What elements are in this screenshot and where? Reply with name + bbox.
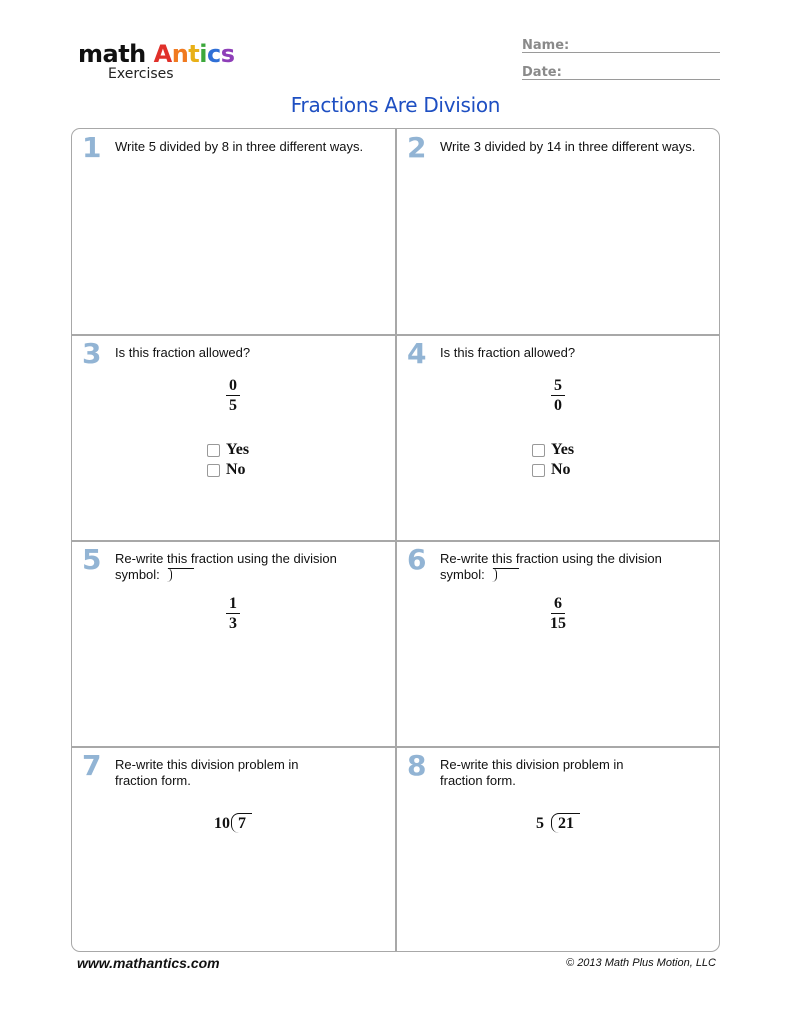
checkbox[interactable] [532,464,545,477]
problem-5[interactable] [72,541,394,747]
logo-letter: t [188,40,200,68]
name-label: Name: [522,38,570,53]
denominator: 0 [554,397,562,414]
problem-4 [397,335,719,541]
checkbox[interactable] [207,444,220,457]
option-label: No [551,461,571,478]
numerator: 5 [551,377,565,396]
yes-option[interactable] [532,440,574,460]
problem-6[interactable] [397,541,719,747]
date-label: Date: [522,65,562,80]
problem-prompt: Write 3 divided by 14 in three different ways. [440,139,696,154]
long-division-symbol-icon [493,568,519,581]
logo-letter: s [220,40,235,68]
denominator: 15 [550,615,566,632]
problem-number: 1 [82,131,102,164]
checkbox[interactable] [532,444,545,457]
no-option[interactable] [207,460,249,480]
problem-prompt: Write 5 divided by 8 in three different ways. [115,139,364,154]
problem-number: 8 [407,749,427,782]
problem-number: 2 [407,131,427,164]
problem-prompt: Is this fraction allowed? [440,345,576,360]
logo-word-antics [154,40,235,68]
logo-word-math: math [78,40,146,68]
divisor: 10 [214,815,230,832]
date-field[interactable] [522,63,720,80]
dividend: 21 [551,813,580,833]
problem-3 [72,335,394,541]
logo-letter: n [171,40,189,68]
denominator: 5 [229,397,237,414]
answer-options [532,440,574,480]
option-label: No [226,461,246,478]
logo-letter: i [199,40,208,68]
problem-number: 4 [407,337,427,370]
prompt-line-1: Re-write this fraction using the division [115,551,337,566]
name-field[interactable] [522,36,720,53]
problem-prompt [440,551,710,583]
option-label: Yes [226,441,250,458]
denominator: 3 [229,615,237,632]
dividend: 7 [231,813,252,833]
fraction [72,377,394,416]
long-division [72,813,394,833]
problem-prompt: Re-write this division problem in fraction form. [115,757,299,788]
problem-1[interactable] [72,129,394,335]
yes-option[interactable] [207,440,249,460]
logo-letter: A [153,40,172,68]
no-option[interactable] [532,460,574,480]
problem-prompt [115,551,385,583]
fraction [397,595,719,634]
prompt-line-2: symbol: [440,567,485,582]
problem-number: 7 [82,749,102,782]
fraction [397,377,719,416]
divisor: 5 [536,815,544,832]
answer-options [207,440,249,480]
logo-letter: c [207,40,221,68]
problem-number: 3 [82,337,102,370]
problem-prompt: Is this fraction allowed? [115,345,251,360]
problem-number: 5 [82,543,102,576]
copyright-notice: © 2013 Math Plus Motion, LLC [566,957,716,969]
fraction [72,595,394,634]
checkbox[interactable] [207,464,220,477]
numerator: 0 [226,377,240,396]
logo-subtitle: Exercises [108,66,174,82]
option-label: Yes [551,441,575,458]
long-division [397,813,719,833]
worksheet-title: Fractions Are Division [290,93,501,117]
numerator: 1 [226,595,240,614]
problem-2[interactable] [397,129,719,335]
prompt-line-1: Re-write this fraction using the division [440,551,662,566]
problem-7[interactable] [72,747,394,953]
problem-prompt: Re-write this division problem in fraction form. [440,757,624,788]
math-antics-logo [78,40,235,82]
problem-number: 6 [407,543,427,576]
prompt-line-2: symbol: [115,567,160,582]
numerator: 6 [551,595,565,614]
website-link[interactable]: www.mathantics.com [77,955,220,971]
long-division-symbol-icon [168,568,194,581]
problem-8[interactable] [397,747,719,953]
